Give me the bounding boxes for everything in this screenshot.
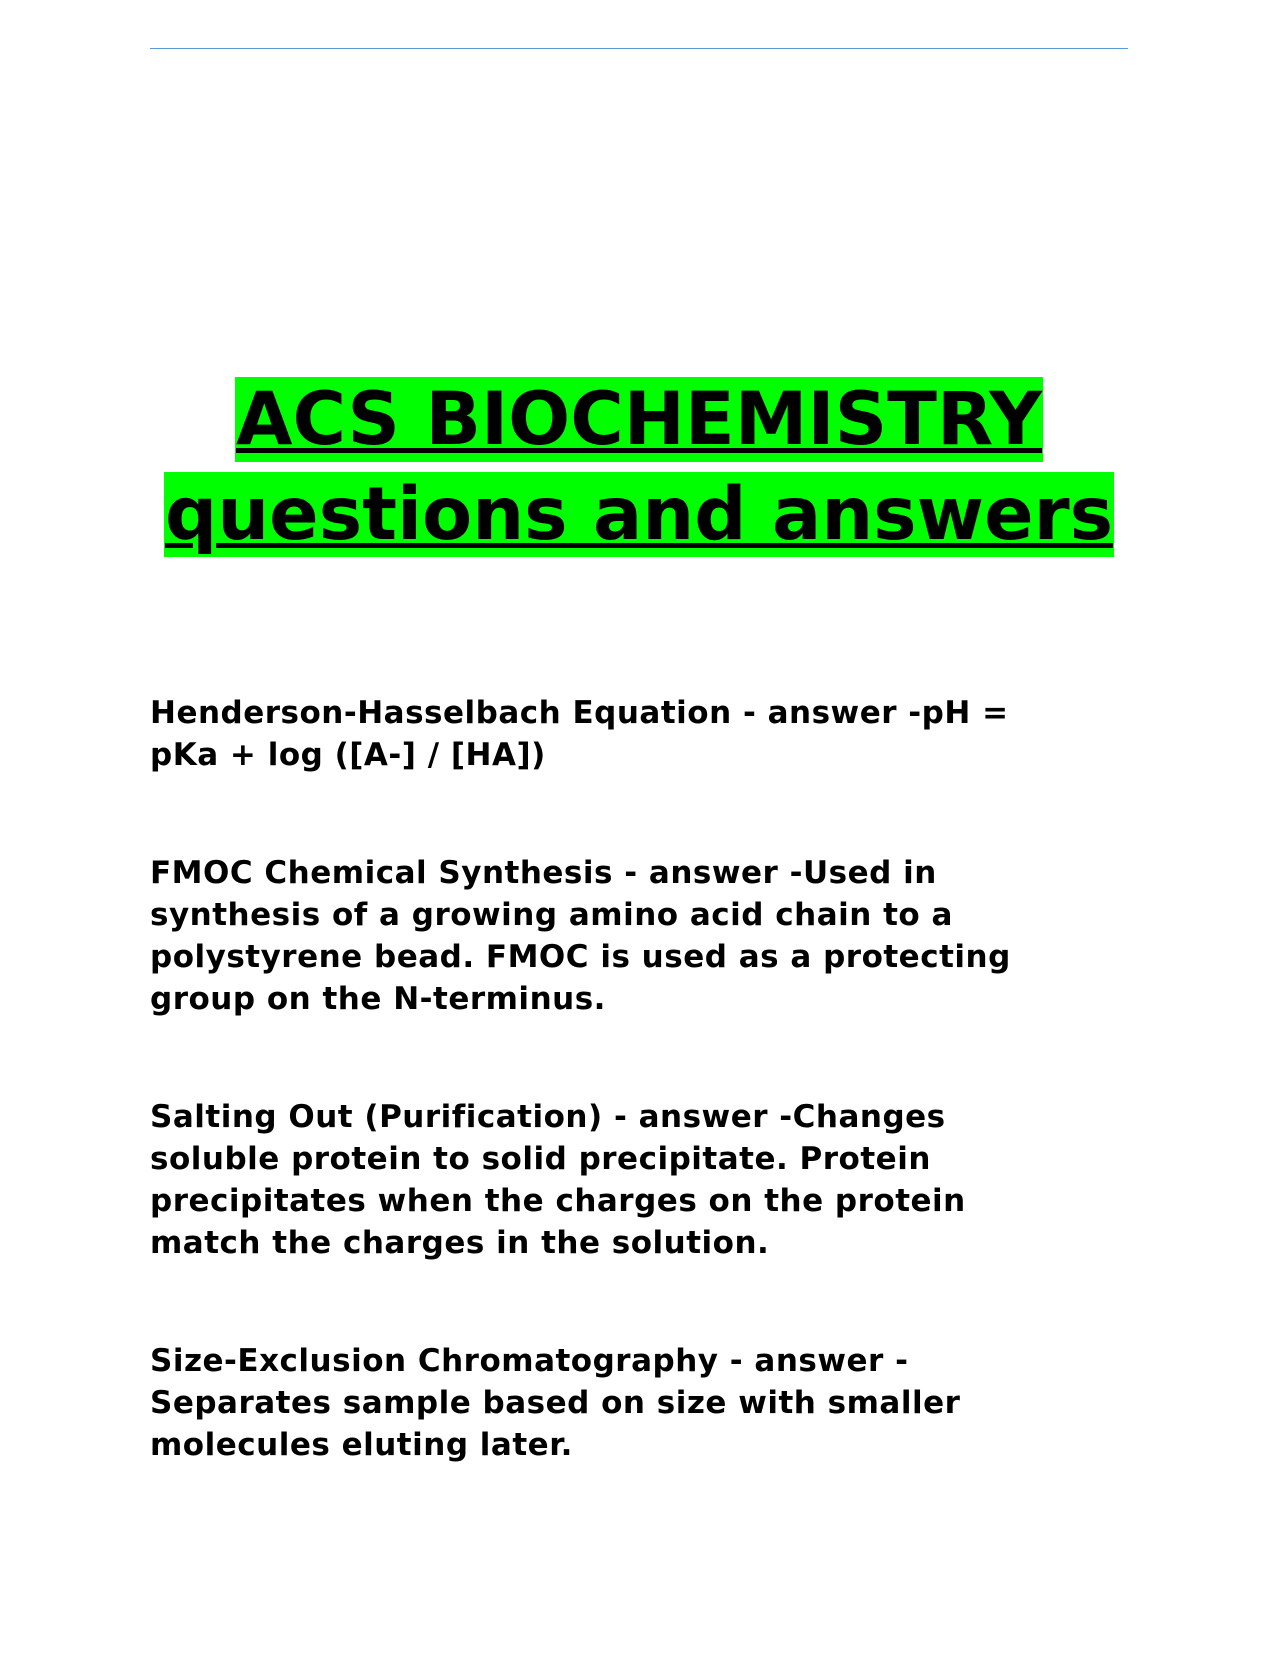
qa-item-fmoc-synthesis [150, 852, 1128, 1020]
qa-item-text-line: polystyrene bead. FMOC is used as a protecting [150, 939, 1011, 975]
qa-item-text-line: pKa + log ([A-] / [HA]) [150, 737, 546, 773]
qa-item-text-line: soluble protein to solid precipitate. Protein [150, 1141, 931, 1177]
qa-list [150, 692, 1128, 1466]
qa-item-text-line: Separates sample based on size with smaller [150, 1385, 961, 1421]
qa-item-text-line: Size-Exclusion Chromatography - answer - [150, 1343, 909, 1379]
qa-item-text-line: Salting Out (Purification) - answer -Changes [150, 1099, 946, 1135]
qa-item-size-exclusion [150, 1340, 1128, 1466]
qa-item-text-line: molecules eluting later. [150, 1427, 573, 1463]
document-title [150, 372, 1128, 562]
title-line-2: questions and answers [164, 472, 1114, 557]
qa-item-text-line: match the charges in the solution. [150, 1225, 770, 1261]
qa-item-text-line: synthesis of a growing amino acid chain to a [150, 897, 953, 933]
qa-item-salting-out [150, 1096, 1128, 1264]
qa-item-text-line: precipitates when the charges on the protein [150, 1183, 966, 1219]
qa-item-text-line: Henderson-Hasselbach Equation - answer -pH = [150, 695, 1009, 731]
qa-item-text-line: FMOC Chemical Synthesis - answer -Used in [150, 855, 937, 891]
qa-item-henderson-hasselbach [150, 692, 1128, 776]
qa-item-text-line: group on the N-terminus. [150, 981, 606, 1017]
title-line-1: ACS BIOCHEMISTRY [235, 377, 1043, 462]
header-rule [150, 48, 1128, 49]
